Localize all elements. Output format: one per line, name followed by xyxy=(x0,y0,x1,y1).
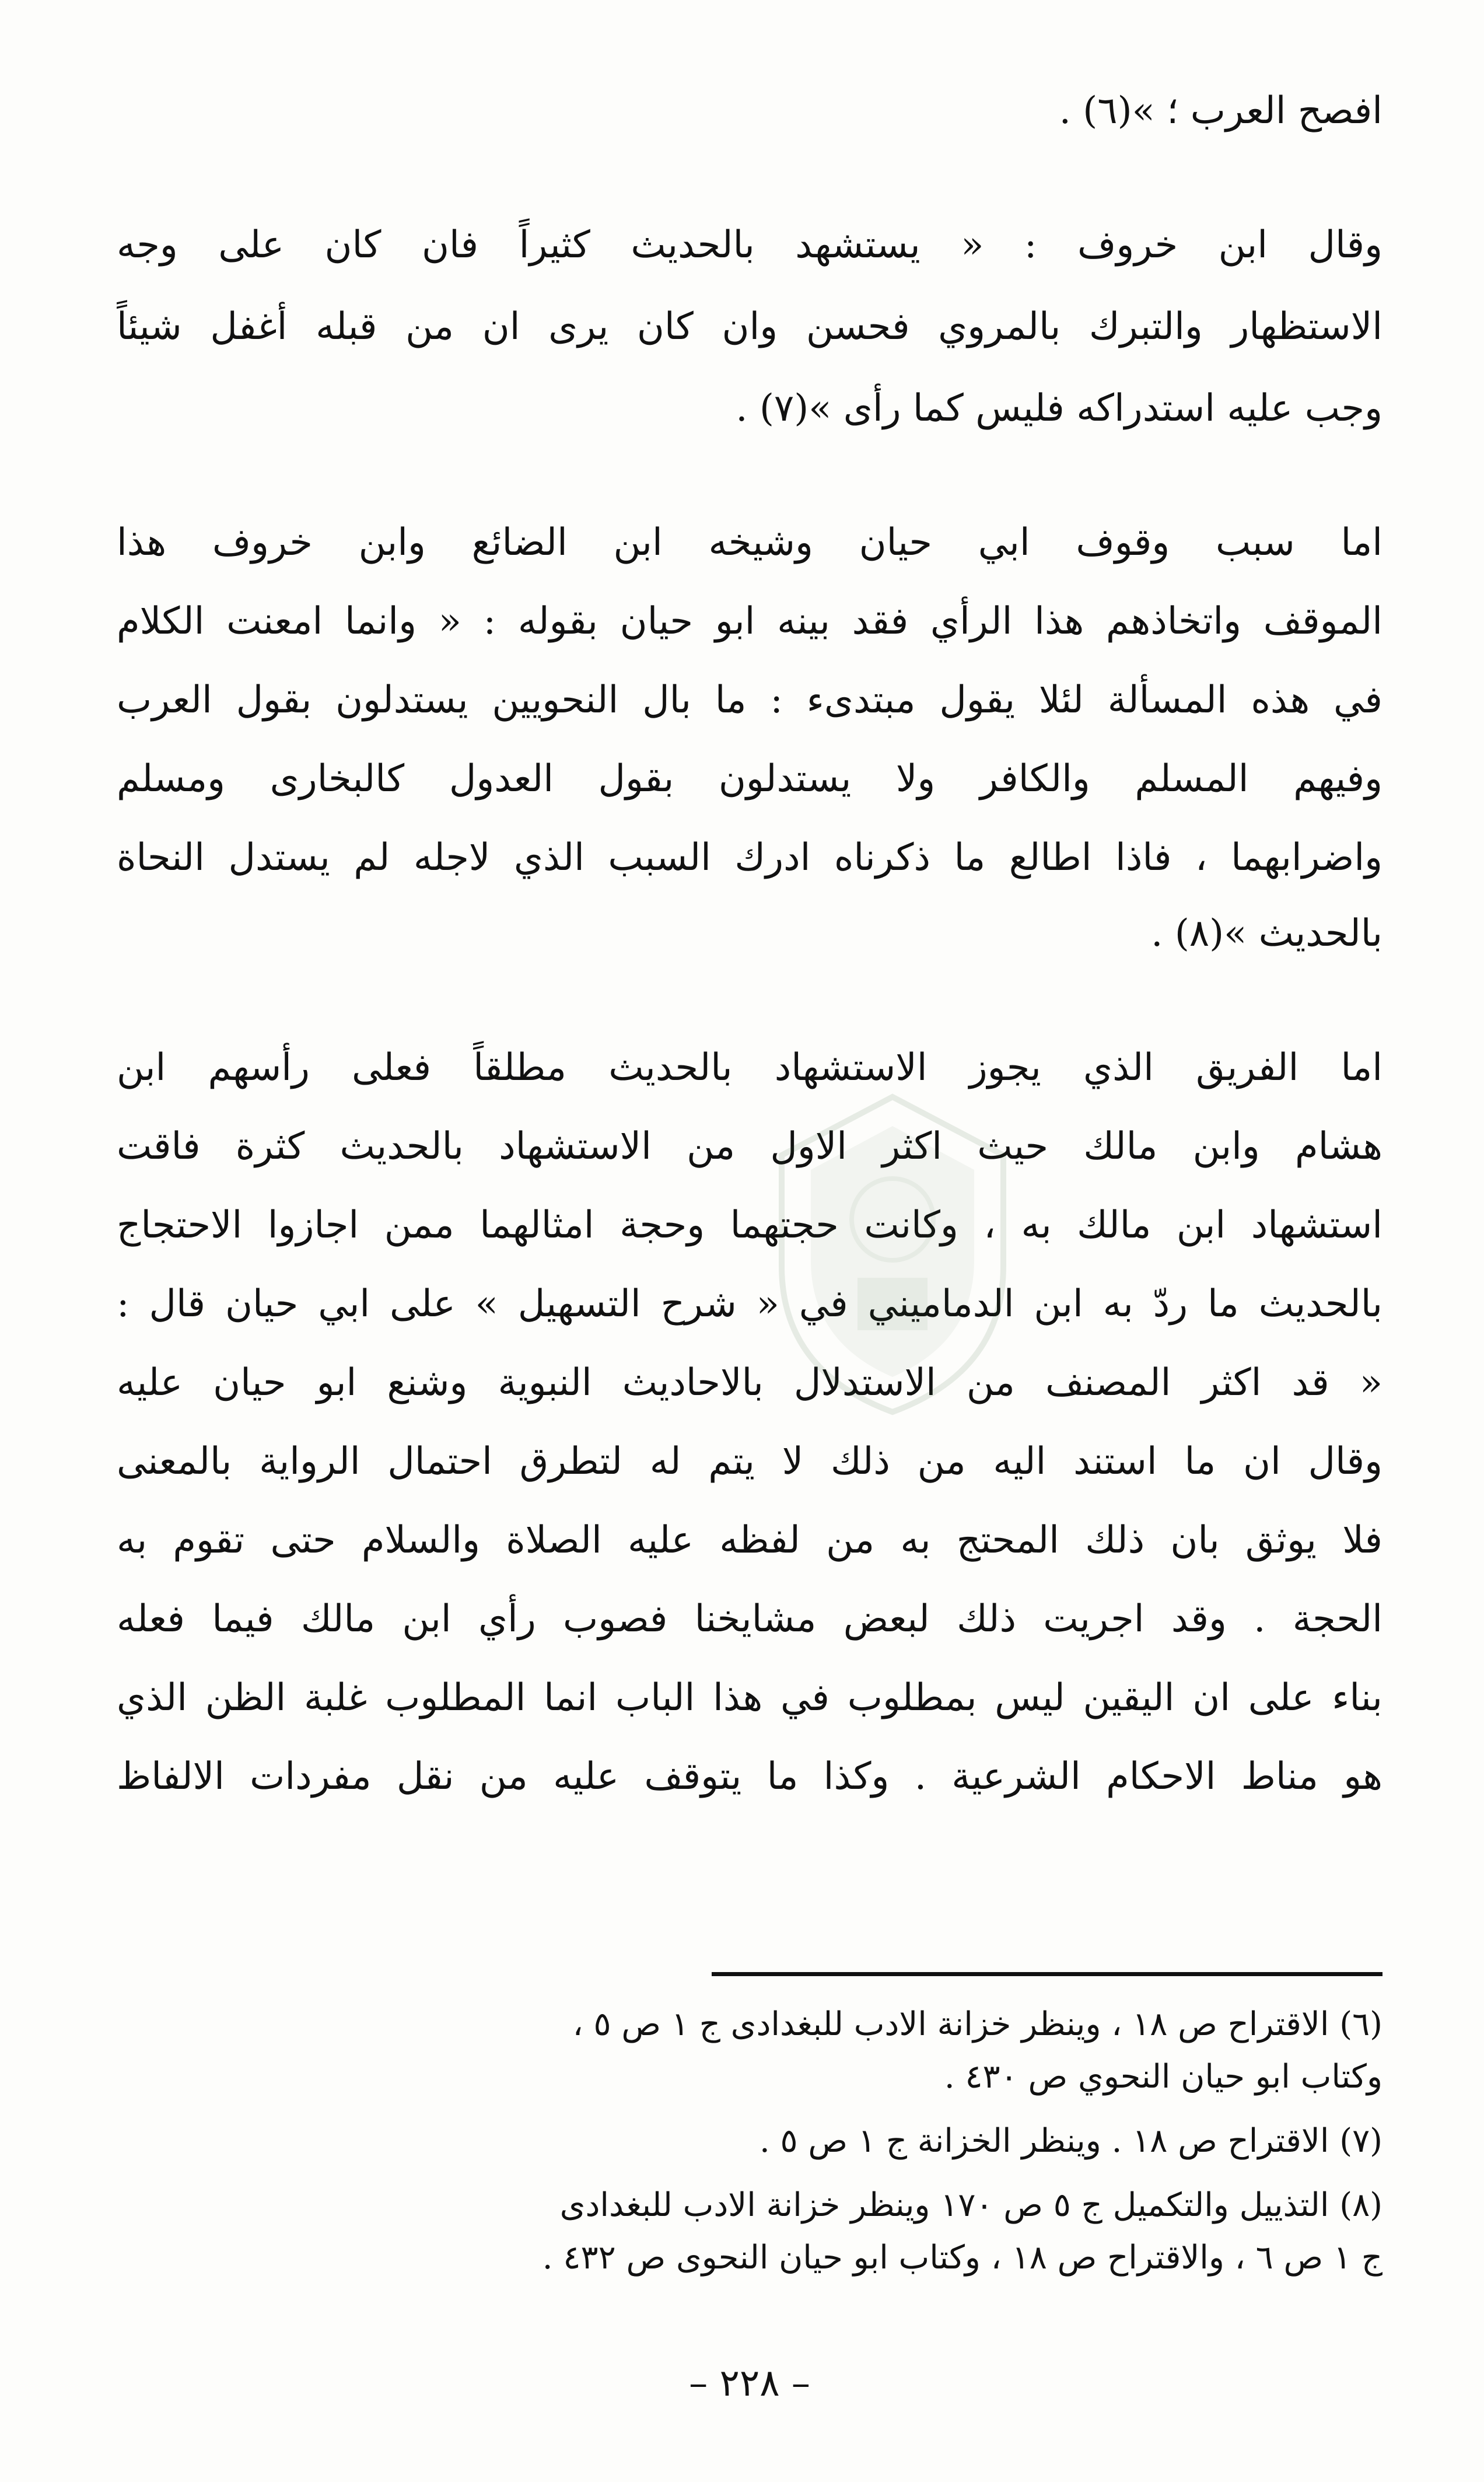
page-body xyxy=(117,70,1382,2415)
text-line-15: « قد اكثر المصنف من الاستدلال بالاحاديث النبوية وشنع ابو حيان عليه xyxy=(117,1361,1382,1404)
text-line-10: بالحديث »(٨) . xyxy=(1151,912,1382,955)
text-line-13: استشهاد ابن مالك به ، وكانت حجتهما وحجة امثالهما ممن اجازوا الاحتجاج xyxy=(117,1204,1382,1247)
text-line-7: في هذه المسألة لئلا يقول مبتدىء : ما بال النحويين يستدلون بقول العرب xyxy=(117,679,1382,722)
page-number: – ٢٢٨ – xyxy=(689,2362,810,2405)
text-line-12: هشام وابن مالك حيث اكثر الاول من الاستشهاد بالحديث كثرة فاقت xyxy=(117,1125,1382,1168)
footnote-divider xyxy=(712,1972,1382,1976)
text-line-3: الاستظهار والتبرك بالمروي فحسن وان كان يرى ان من قبله أغفل شيئاً xyxy=(117,305,1382,348)
text-line-11: اما الفريق الذي يجوز الاستشهاد بالحديث مطلقاً فعلى رأسهم ابن xyxy=(117,1046,1382,1089)
text-line-18: الحجة . وقد اجريت ذلك لبعض مشايخنا فصوب رأي ابن مالك فيما فعله xyxy=(117,1597,1382,1641)
text-line-9: واضرابهما ، فاذا اطالع ما ذكرناه ادرك السبب الذي لاجله لم يستدل النحاة xyxy=(117,836,1382,879)
text-line-8: وفيهم المسلم والكافر ولا يستدلون بقول العدول كالبخارى ومسلم xyxy=(117,757,1382,800)
text-line-14: بالحديث ما ردّ به ابن الدماميني في « شرح التسهيل » على ابي حيان قال : xyxy=(117,1282,1382,1326)
text-line-2: وقال ابن خروف : « يستشهد بالحديث كثيراً فان كان على وجه xyxy=(117,223,1382,267)
text-line-6: الموقف واتخاذهم هذا الرأي فقد بينه ابو حيان بقوله : « وانما امعنت الكلام xyxy=(117,600,1382,643)
text-line-16: وقال ان ما استند اليه من ذلك لا يتم له لتطرق احتمال الرواية بالمعنى xyxy=(117,1440,1382,1483)
text-line-1: افصح العرب ؛ »(٦) . xyxy=(1059,89,1382,132)
footnote-8-line-1: (٨) التذييل والتكميل ج ٥ ص ١٧٠ وينظر خزانة الادب للبغدادى xyxy=(559,2186,1382,2224)
footnote-6-line-1: (٦) الاقتراح ص ١٨ ، وينظر خزانة الادب للبغدادى ج ١ ص ٥ ، xyxy=(572,2005,1382,2043)
text-line-4: وجب عليه استدراكه فليس كما رأى »(٧) . xyxy=(736,387,1382,430)
footnote-8-line-2: ج ١ ص ٦ ، والاقتراح ص ١٨ ، وكتاب ابو حيان النحوى ص ٤٣٢ . xyxy=(542,2239,1382,2277)
watermark-emblem xyxy=(770,1091,1015,1418)
text-line-20: هو مناط الاحكام الشرعية . وكذا ما يتوقف عليه من نقل مفردات الالفاظ xyxy=(117,1755,1382,1798)
footnote-7: (٧) الاقتراح ص ١٨ . وينظر الخزانة ج ١ ص ٥ . xyxy=(759,2122,1382,2160)
footnote-6-line-2: وكتاب ابو حيان النحوي ص ٤٣٠ . xyxy=(944,2058,1382,2096)
text-line-17: فلا يوثق بان ذلك المحتج به من لفظه عليه الصلاة والسلام حتى تقوم به xyxy=(117,1519,1382,1562)
text-line-5: اما سبب وقوف ابي حيان وشيخه ابن الضائع وابن خروف هذا xyxy=(117,521,1382,564)
text-line-19: بناء على ان اليقين ليس بمطلوب في هذا الباب انما المطلوب غلبة الظن الذي xyxy=(117,1676,1382,1719)
